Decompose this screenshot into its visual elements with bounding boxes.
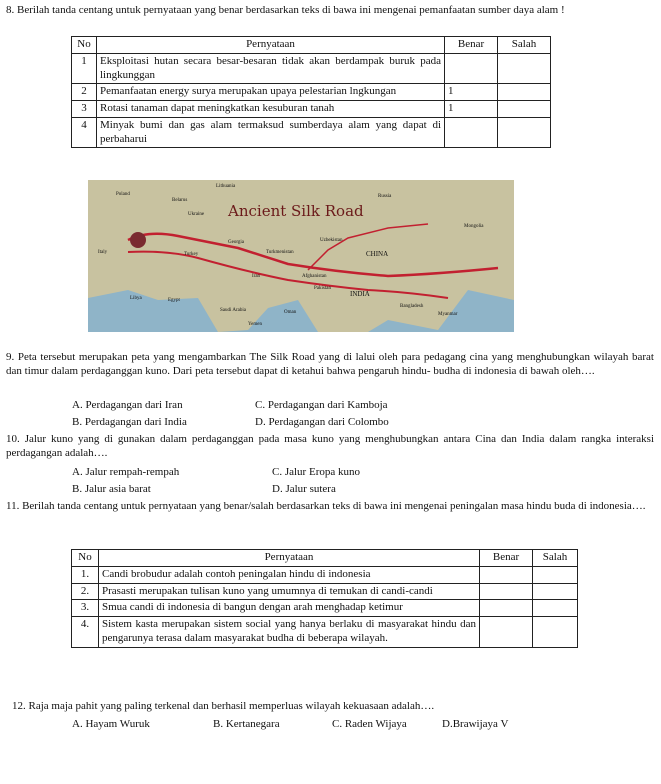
row-no: 4. bbox=[72, 617, 99, 648]
option-b[interactable]: B. Jalur asia barat bbox=[72, 483, 151, 495]
option-c[interactable]: C. Raden Wijaya bbox=[332, 718, 407, 730]
map-label: Turkmenistan bbox=[266, 250, 294, 255]
map-label: Saudi Arabia bbox=[220, 308, 246, 313]
true-cell[interactable] bbox=[445, 117, 498, 148]
false-cell[interactable] bbox=[533, 617, 578, 648]
map-label: Italy bbox=[98, 250, 108, 255]
map-label: Ukraine bbox=[188, 212, 205, 217]
option-c[interactable]: C. Jalur Eropa kuno bbox=[272, 466, 360, 478]
row-statement: Pemanfaatan energy surya merupakan upaya pelestarian lngkungan bbox=[97, 84, 445, 101]
header-statement: Pernyataan bbox=[97, 37, 445, 54]
option-b[interactable]: B. Perdagangan dari India bbox=[72, 416, 187, 428]
map-label: Pakistan bbox=[314, 286, 331, 291]
table-row bbox=[72, 53, 551, 84]
row-statement: Minyak bumi dan gas alam termaksud sumberdaya alam yang dapat di perbaharui bbox=[97, 117, 445, 148]
table-row bbox=[72, 84, 551, 101]
map-label: Russia bbox=[378, 194, 392, 199]
true-cell[interactable]: 1 bbox=[445, 84, 498, 101]
header-no: No bbox=[72, 37, 97, 54]
table-q8 bbox=[71, 36, 551, 148]
header-statement: Pernyataan bbox=[99, 550, 480, 567]
true-cell[interactable] bbox=[480, 566, 533, 583]
table-row bbox=[72, 600, 578, 617]
row-statement: Candi brobudur adalah contoh peningalan hindu di indonesia bbox=[99, 566, 480, 583]
row-statement: Smua candi di indonesia di bangun dengan arah menghadap ketimur bbox=[99, 600, 480, 617]
false-cell[interactable] bbox=[498, 53, 551, 84]
map-title: Ancient Silk Road bbox=[228, 202, 364, 220]
table-row bbox=[72, 101, 551, 118]
option-d[interactable]: D. Perdagangan dari Colombo bbox=[255, 416, 389, 428]
table-row bbox=[72, 617, 578, 648]
option-d[interactable]: D.Brawijaya V bbox=[442, 718, 509, 730]
header-false: Salah bbox=[533, 550, 578, 567]
silk-road-map bbox=[88, 180, 514, 332]
row-no: 1. bbox=[72, 566, 99, 583]
map-label: Libya bbox=[130, 296, 142, 301]
table-row bbox=[72, 566, 578, 583]
map-label: Uzbekistan bbox=[320, 238, 343, 243]
map-label: Myanmar bbox=[438, 312, 458, 317]
false-cell[interactable] bbox=[533, 566, 578, 583]
option-d[interactable]: D. Jalur sutera bbox=[272, 483, 336, 495]
header-false: Salah bbox=[498, 37, 551, 54]
map-label: Georgia bbox=[228, 240, 245, 245]
traveler-figure bbox=[130, 232, 146, 248]
option-a[interactable]: A. Hayam Wuruk bbox=[72, 718, 150, 730]
header-true: Benar bbox=[445, 37, 498, 54]
question-10: 10. Jalur kuno yang di gunakan dalam perdaganggan pada masa kuno yang menghubungkan antara Cina dan India dalam rangka interaksi perdagangan adalah…. bbox=[6, 433, 654, 459]
row-no: 4 bbox=[72, 117, 97, 148]
option-c[interactable]: C. Perdagangan dari Kamboja bbox=[255, 399, 388, 411]
option-b[interactable]: B. Kertanegara bbox=[213, 718, 280, 730]
map-label: Iran bbox=[252, 274, 261, 279]
true-cell[interactable]: 1 bbox=[445, 101, 498, 118]
row-no: 3 bbox=[72, 101, 97, 118]
map-label: INDIA bbox=[350, 290, 370, 298]
map-label: Mongolia bbox=[464, 224, 484, 229]
row-no: 2. bbox=[72, 583, 99, 600]
map-label: Oman bbox=[284, 310, 297, 315]
question-11: 11. Berilah tanda centang untuk pernyataan yang benar/salah berdasarkan teks di bawa ini mengenai peningalan masa hindu buda di indonesia…. bbox=[6, 500, 646, 512]
false-cell[interactable] bbox=[498, 101, 551, 118]
map-label: Belarus bbox=[172, 198, 188, 203]
true-cell[interactable] bbox=[480, 583, 533, 600]
map-label: Bangladesh bbox=[400, 304, 424, 309]
map-label: Lithuania bbox=[216, 184, 236, 189]
true-cell[interactable] bbox=[480, 600, 533, 617]
row-no: 1 bbox=[72, 53, 97, 84]
true-cell[interactable] bbox=[480, 617, 533, 648]
false-cell[interactable] bbox=[498, 84, 551, 101]
table-row bbox=[72, 117, 551, 148]
map-label: Turkey bbox=[184, 252, 199, 257]
option-a[interactable]: A. Perdagangan dari Iran bbox=[72, 399, 183, 411]
map-label: Poland bbox=[116, 192, 130, 197]
table-row bbox=[72, 583, 578, 600]
map-label: Egypt bbox=[168, 298, 180, 303]
false-cell[interactable] bbox=[533, 600, 578, 617]
row-no: 3. bbox=[72, 600, 99, 617]
row-statement: Eksploitasi hutan secara besar-besaran tidak akan berdampak buruk pada lingkunggan bbox=[97, 53, 445, 84]
true-cell[interactable] bbox=[445, 53, 498, 84]
row-statement: Prasasti merupakan tulisan kuno yang umumnya di temukan di candi-candi bbox=[99, 583, 480, 600]
question-12: 12. Raja maja pahit yang paling terkenal dan berhasil memperluas wilayah kekuasaan adalah…. bbox=[12, 700, 435, 712]
header-no: No bbox=[72, 550, 99, 567]
map-label: Yemen bbox=[248, 322, 262, 327]
table-q11 bbox=[71, 549, 578, 648]
map-label: CHINA bbox=[366, 250, 389, 258]
question-8: 8. Berilah tanda centang untuk pernyataan yang benar berdasarkan teks di bawa ini mengenai pemanfaatan sumber daya alam ! bbox=[6, 4, 565, 16]
false-cell[interactable] bbox=[498, 117, 551, 148]
row-statement: Sistem kasta merupakan sistem social yang hanya berlaku di masyarakat hindu dan pengarunya terasa dalam masyarakat budha di beberapa wilayah. bbox=[99, 617, 480, 648]
row-no: 2 bbox=[72, 84, 97, 101]
row-statement: Rotasi tanaman dapat meningkatkan kesuburan tanah bbox=[97, 101, 445, 118]
false-cell[interactable] bbox=[533, 583, 578, 600]
map-label: Afghanistan bbox=[302, 274, 327, 279]
option-a[interactable]: A. Jalur rempah-rempah bbox=[72, 466, 180, 478]
question-9: 9. Peta tersebut merupakan peta yang mengambarkan The Silk Road yang di lalui oleh para pedagang cina yang menghubungkan wilayah barat dan timur dalam perdaganggan kuno. Dari peta tersebut dapat di ketahui bahwa pengaruh hindu- budha di indonesia di bawah oleh…. bbox=[6, 351, 654, 377]
header-true: Benar bbox=[480, 550, 533, 567]
